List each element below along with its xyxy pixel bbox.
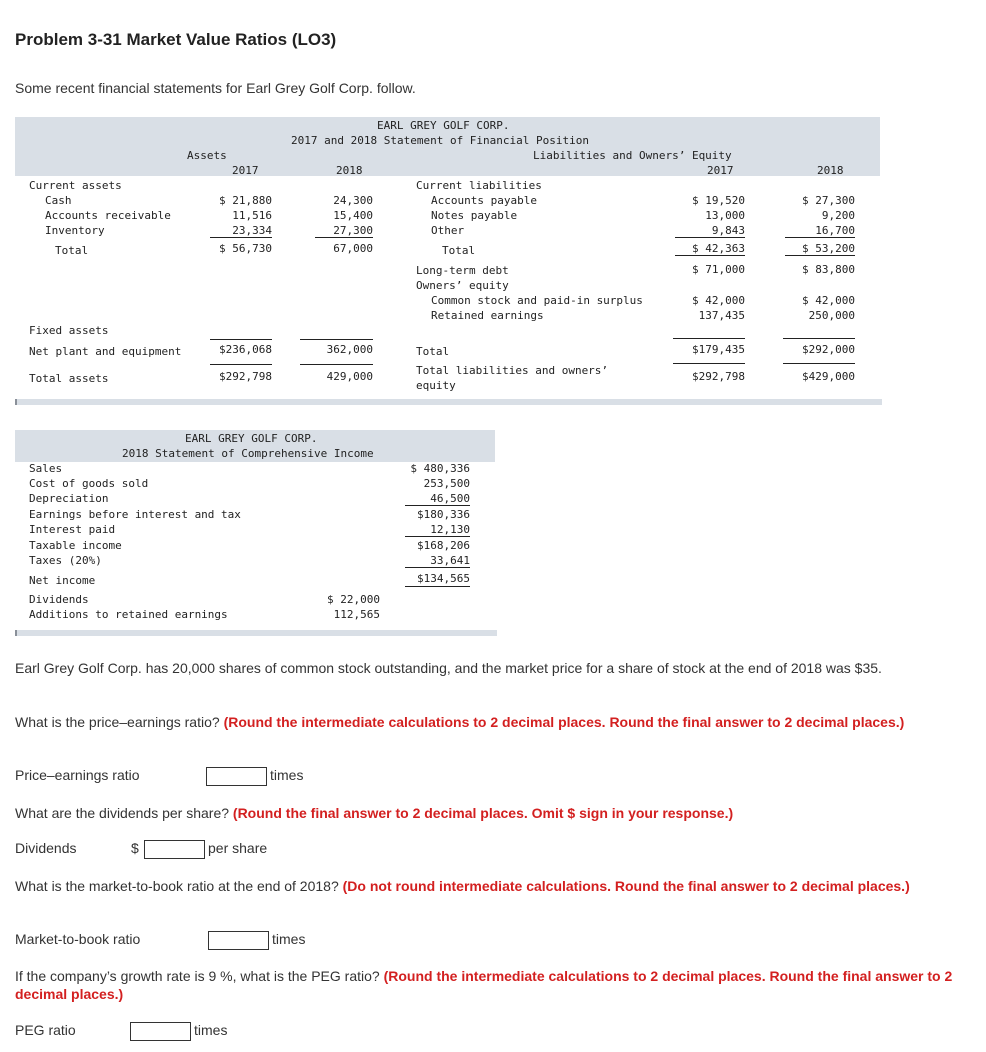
assets-header: Assets [187, 149, 227, 162]
question-2-text: What are the dividends per share? [15, 805, 233, 821]
owners-equity-label: Owners’ equity [416, 279, 509, 292]
inv-2018: 27,300 [315, 224, 373, 238]
question-2-note: (Round the final answer to 2 decimal places. Omit $ sign in your response.) [232, 805, 734, 821]
question-3 [15, 877, 965, 895]
is-subtitle: 2018 Statement of Comprehensive Income [122, 447, 374, 460]
is-row-label: Interest paid [29, 523, 116, 536]
cl-total-label: Total [442, 244, 476, 257]
dividends-per-share-input[interactable] [144, 840, 205, 859]
common-stock-label: Common stock and paid-in surplus [431, 294, 643, 307]
cs-2017: $ 42,000 [692, 294, 745, 307]
re-2018: 250,000 [808, 309, 855, 322]
peg-ratio-input[interactable] [130, 1022, 191, 1041]
mtb-ratio-label: Market-to-book ratio [15, 931, 141, 947]
ar-2018: 15,400 [333, 209, 373, 222]
question-3-text: What is the market-to-book ratio at the end of 2018? [15, 878, 343, 894]
retained-earnings-label: Retained earnings [431, 309, 544, 322]
pe-ratio-input[interactable] [206, 767, 267, 786]
balance-sheet-table [15, 117, 880, 406]
is-row-value: 12,130 [405, 523, 470, 537]
tloe-2017: $292,798 [673, 363, 745, 383]
ltd-label: Long-term debt [416, 264, 509, 277]
ap-2017: $ 19,520 [692, 194, 745, 207]
balance-sheet-footer [15, 399, 882, 405]
is-row-label: Earnings before interest and tax [29, 508, 241, 521]
ca-total-label: Total [55, 244, 89, 257]
ta-2017: $292,798 [210, 364, 272, 383]
is-row-label: Taxable income [29, 539, 122, 552]
other-2017: 9,843 [675, 224, 745, 238]
dividends-value: $ 22,000 [327, 593, 380, 606]
question-4 [15, 967, 965, 1003]
ar-2017: 11,516 [232, 209, 272, 222]
income-statement-table [15, 430, 495, 636]
tloe-label: Total liabilities and owners’ equity [416, 364, 609, 392]
other-2018: 16,700 [785, 224, 855, 238]
is-row-value: 253,500 [423, 477, 470, 490]
col-2017-liab: 2017 [707, 164, 734, 177]
notes-payable-label: Notes payable [431, 209, 518, 222]
is-row-value: $ 480,336 [410, 462, 470, 475]
question-4-note: (Round the intermediate calculations to 2 decimal places. Round the final answer to 2 decimal places.) [15, 968, 953, 1002]
dollar-sign: $ [131, 840, 139, 856]
peg-ratio-label: PEG ratio [15, 1022, 76, 1038]
bs-subtitle: 2017 and 2018 Statement of Financial Position [291, 134, 590, 147]
bs-company: EARL GREY GOLF CORP. [377, 119, 510, 132]
peg-ratio-unit: times [194, 1022, 228, 1038]
pe-ratio-unit: times [270, 767, 304, 783]
tloe-2018: $429,000 [783, 363, 855, 383]
oe-total-2018: $292,000 [783, 338, 855, 356]
pe-ratio-label: Price–earnings ratio [15, 767, 140, 783]
dividends-label: Dividends [29, 593, 89, 606]
oe-total-2017: $179,435 [673, 338, 745, 356]
mtb-ratio-unit: times [272, 931, 306, 947]
ap-label: Accounts payable [431, 194, 537, 207]
inventory-label: Inventory [45, 224, 105, 237]
ca-total-2017: $ 56,730 [219, 242, 272, 255]
col-2017-assets: 2017 [232, 164, 259, 177]
ap-2018: $ 27,300 [802, 194, 855, 207]
liab-header: Liabilities and Owners’ Equity [533, 149, 732, 162]
ltd-2017: $ 71,000 [692, 263, 745, 276]
dividends-answer-label: Dividends [15, 840, 77, 856]
re-2017: 137,435 [698, 309, 745, 322]
current-assets-label: Current assets [29, 179, 122, 192]
current-liab-label: Current liabilities [416, 179, 542, 192]
page-title: Problem 3-31 Market Value Ratios (LO3) [15, 30, 337, 49]
fixed-assets-label: Fixed assets [29, 324, 109, 337]
question-1 [15, 713, 965, 731]
is-company: EARL GREY GOLF CORP. [185, 432, 318, 445]
intro-text: Some recent financial statements for Earl Grey Golf Corp. follow. [15, 80, 416, 96]
np-2018: 362,000 [300, 339, 373, 356]
is-row-value: $134,565 [405, 572, 470, 587]
question-1-note: (Round the intermediate calculations to 2 decimal places. Round the final answer to 2 decimal places.) [223, 714, 905, 730]
ca-total-2018: 67,000 [333, 242, 373, 255]
additions-label: Additions to retained earnings [29, 608, 228, 621]
inv-2017: 23,334 [210, 224, 272, 238]
mtb-ratio-input[interactable] [208, 931, 269, 950]
is-row-value: $180,336 [417, 508, 470, 521]
ltd-2018: $ 83,800 [802, 263, 855, 276]
is-row-label: Net income [29, 574, 96, 587]
col-2018-liab: 2018 [817, 164, 844, 177]
np-2017: $236,068 [210, 339, 272, 356]
net-plant-label: Net plant and equipment [29, 345, 182, 358]
cs-2018: $ 42,000 [802, 294, 855, 307]
other-label: Other [431, 224, 465, 237]
is-row-value: 33,641 [405, 554, 470, 568]
income-statement-footer [15, 630, 497, 636]
is-row-label: Taxes (20%) [29, 554, 102, 567]
cl-total-2017: $ 42,363 [675, 242, 745, 256]
is-row-value: $168,206 [417, 539, 470, 552]
oe-total-label: Total [416, 345, 450, 358]
np2-2018: 9,200 [821, 209, 855, 222]
total-assets-label: Total assets [29, 372, 109, 385]
is-row-label: Sales [29, 462, 63, 475]
narrative-text: Earl Grey Golf Corp. has 20,000 shares of common stock outstanding, and the market price for a share of stock at the end of 2018 was $35. [15, 660, 882, 676]
cl-total-2018: $ 53,200 [785, 242, 855, 256]
ar-label: Accounts receivable [45, 209, 171, 222]
question-3-note: (Do not round intermediate calculations. Round the final answer to 2 decimal places.) [342, 878, 910, 894]
ta-2018: 429,000 [300, 364, 373, 383]
is-row-label: Depreciation [29, 492, 109, 505]
is-row-value: 46,500 [405, 492, 470, 506]
col-2018-assets: 2018 [336, 164, 363, 177]
additions-value: 112,565 [333, 608, 380, 621]
question-1-text: What is the price–earnings ratio? [15, 714, 224, 730]
cash-2017: $ 21,880 [219, 194, 272, 207]
cash-label: Cash [45, 194, 72, 207]
is-row-label: Cost of goods sold [29, 477, 149, 490]
question-2 [15, 804, 965, 822]
dividends-unit: per share [208, 840, 268, 856]
cash-2018: 24,300 [333, 194, 373, 207]
np2-2017: 13,000 [705, 209, 745, 222]
question-4-text: If the company’s growth rate is 9 %, what is the PEG ratio? [15, 968, 384, 984]
